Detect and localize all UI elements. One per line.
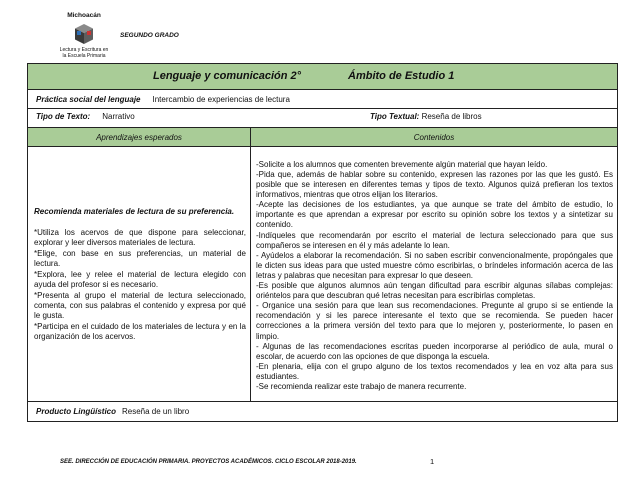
- contenido-item: -Se recomienda realizar este trabajo de manera recurrente.: [256, 381, 467, 391]
- practica-label: Práctica social del lenguaje: [36, 94, 141, 104]
- producto-cell: [28, 402, 618, 422]
- logo: [56, 12, 112, 59]
- contenido-item: - Organice una sesión para que lean sus recomendaciones. Pregunte al grupo si se entiende la recomendación y si les parece interesante el texto que se recomienda. Se pueden hacer correcciones a la primera versión del texto para que lo mejoren y, posteriormente, lo pasen en limpio.: [256, 301, 613, 341]
- aprendizaje-item: *Presenta al grupo el material de lectura seleccionado, comenta, con sus palabras el contenido y expresa por qué le gusta.: [34, 291, 246, 321]
- tipo-textual-value: Reseña de libros: [421, 112, 482, 121]
- aprendizajes-heading: Recomienda materiales de lectura de su preferencia.: [34, 207, 235, 217]
- tipo-texto-value: Narrativo: [102, 112, 135, 121]
- producto-value: Reseña de un libro: [122, 407, 190, 416]
- contenido-item: -Pida que, además de hablar sobre su contenido, expresen las razones por las que les gustó. Es posible que se interesen en diferentes temas y tipos de texto. Algunos quizá prefieran los textos informativos, mientras que otros elijan los literarios.: [256, 170, 613, 200]
- planning-table: [27, 63, 618, 422]
- contenido-item: -Solicite a los alumnos que comenten brevemente algún material que hayan leído.: [256, 159, 548, 169]
- column-header-row: [28, 128, 618, 147]
- contenidos-cell: [251, 147, 618, 402]
- contenido-item: -Indíqueles que recomendarán por escrito el material de lectura seleccionado para que sus compañeros se interesen en él y más adelante lo lean.: [256, 230, 613, 250]
- body-row: [28, 147, 618, 402]
- cube-logo-icon: [74, 23, 94, 45]
- title-cell: [28, 64, 618, 90]
- title-row: [28, 64, 618, 90]
- practica-row: [28, 90, 618, 109]
- tipo-texto-label: Tipo de Texto:: [36, 112, 91, 121]
- practica-cell: [28, 90, 618, 109]
- producto-row: [28, 402, 618, 422]
- grade-label: SEGUNDO GRADO: [120, 32, 179, 39]
- aprendizaje-item: *Explora, lee y relee el material de lectura elegido con ayuda del profesor si es necesario.: [34, 269, 246, 289]
- subject-title: Lenguaje y comunicación 2°: [153, 69, 302, 82]
- column-header-contenidos: Contenidos: [251, 128, 618, 147]
- scope-title: Ámbito de Estudio 1: [348, 69, 455, 82]
- tipos-row: [28, 109, 618, 128]
- column-header-aprendizajes: Aprendizajes esperados: [28, 128, 251, 147]
- contenido-item: -Es posible que algunos alumnos aún tengan dificultad para escribir algunas sílabas complejas: oriéntelos para que descubran qué letras necesitan para escribirlas completas.: [256, 281, 613, 301]
- aprendizaje-item: *Participa en el cuidado de los materiales de lectura y en la organización de los acervos.: [34, 322, 246, 342]
- contenido-item: -En plenaria, elija con el grupo alguno de los textos recomendados y lea en voz alta para sus estudiantes.: [256, 361, 613, 381]
- aprendizaje-item: *Utiliza los acervos de que dispone para seleccionar, explorar y leer diversos materiales de lectura.: [34, 227, 246, 247]
- footer-text: SEE. DIRECCIÓN DE EDUCACIÓN PRIMARIA. PROYECTOS ACADÉMICOS. CICLO ESCOLAR 2018-2019.: [60, 459, 357, 465]
- logo-title: Michoacán: [67, 12, 101, 19]
- tipo-textual-label: Tipo Textual:: [370, 112, 420, 121]
- aprendizaje-item: *Elige, con base en sus preferencias, un material de lectura.: [34, 248, 246, 268]
- contenido-item: - Ayúdelos a elaborar la recomendación. Si no saben escribir convencionalmente, propóngales que le dicten sus ideas para que usted muestre cómo escribirlas, o bríndeles información acerca de las letras y palabras que necesitan para expresar lo que deseen.: [256, 250, 613, 280]
- practica-value: Intercambio de experiencias de lectura: [152, 94, 290, 104]
- tipos-cell: [28, 109, 618, 128]
- logo-subtitle-1: Lectura y Escritura en: [59, 47, 109, 53]
- producto-label: Producto Lingüístico: [36, 407, 116, 416]
- contenido-item: -Acepte las decisiones de los estudiantes, ya que aunque se trate del ámbito de estudio, lo importante es que aprendan a expresar por escrito su opinión sobre los textos y a sintetizar su contenido.: [256, 200, 613, 230]
- logo-subtitle-2: la Escuela Primaria: [62, 53, 106, 59]
- aprendizajes-cell: [28, 147, 251, 402]
- contenido-item: - Algunas de las recomendaciones escritas pueden incorporarse al periódico de aula, mural o escolar, de acuerdo con las opciones de que disponga la escuela.: [256, 341, 613, 361]
- page-number: 1: [430, 457, 435, 466]
